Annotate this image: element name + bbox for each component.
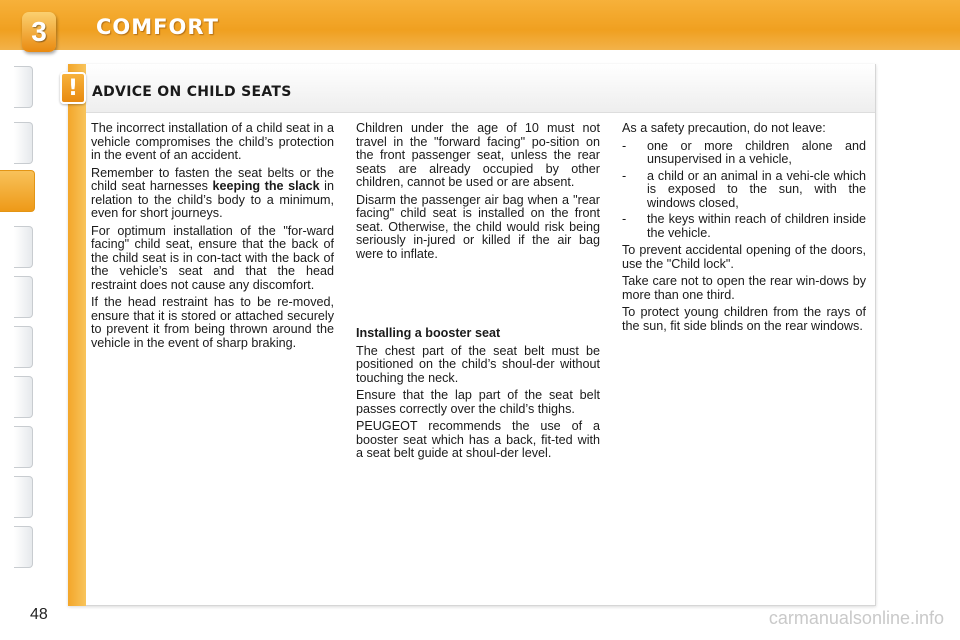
thumb-tab-6[interactable] [14, 326, 33, 368]
bullet-marker: - [622, 212, 627, 226]
thumb-tab-7[interactable] [14, 376, 33, 418]
paragraph: PEUGEOT recommends the use of a booster seat which has a back, fit-ted with a seat belt guide at shoul-der level. [356, 419, 600, 460]
thumb-index-tabs [14, 66, 34, 576]
list-item-text: one or more children alone and unsupervised in a vehicle, [647, 138, 866, 166]
booster-seat-heading: Installing a booster seat [356, 326, 501, 340]
paragraph: The incorrect installation of a child seat in a vehicle compromises the child’s protection in the event of an accident. [91, 121, 334, 162]
paragraph: As a safety precaution, do not leave: [622, 121, 826, 135]
list-item [622, 213, 866, 240]
thumb-tab-4[interactable] [14, 226, 33, 268]
list-item-text: the keys within reach of children inside the vehicle. [647, 212, 866, 240]
text-run: in relation to the child’s body to a minimum, even for short journeys. [91, 179, 334, 220]
paragraph: Take care not to open the rear win-dows by more than one third. [622, 274, 866, 302]
chapter-number-badge [22, 12, 56, 52]
chapter-number: 3 [31, 16, 47, 47]
paragraph: Children under the age of 10 must not travel in the "forward facing" po-sition on the front passenger seat, unless the rear seats are already occupied by other children, cannot be used or are absent. [356, 121, 600, 189]
thumb-tab-5[interactable] [14, 276, 33, 318]
paragraph: To prevent accidental opening of the doors, use the "Child lock". [622, 243, 866, 271]
thumb-tab-9[interactable] [14, 476, 33, 518]
bullet-list [622, 140, 866, 241]
thumb-tab-2[interactable] [14, 122, 33, 164]
bold-text: keeping the slack [212, 179, 320, 193]
watermark-text: carmanualsonline.info [768, 608, 944, 628]
paragraph: Ensure that the lap part of the seat belt passes correctly over the child’s thighs. [356, 388, 600, 416]
bullet-marker: - [622, 138, 627, 153]
paragraph: The chest part of the seat belt must be positioned on the child’s shoul-der without touching the neck. [356, 343, 600, 385]
paragraph: To protect young children from the rays of the sun, fit side blinds on the rear windows. [622, 305, 866, 333]
thumb-tab-1[interactable] [14, 66, 33, 108]
bullet-marker: - [622, 168, 627, 183]
text-column-3 [622, 122, 866, 337]
thumb-tab-3-active[interactable] [0, 170, 35, 212]
warning-icon [60, 72, 86, 104]
warning-symbol: ! [67, 75, 79, 101]
text-column-2 [356, 122, 600, 465]
list-item-text: a child or an animal in a vehi-cle which is exposed to the sun, with the windows closed, [647, 168, 866, 210]
paragraph: Disarm the passenger air bag when a "rear facing" child seat is installed on the front seat. Otherwise, the child would risk being seriously in-jured or killed if the air bag were to inflate. [356, 192, 600, 261]
text-run: Remember to fasten the seat belts or the child seat harnesses [91, 165, 334, 193]
paragraph: If the head restraint has to be re-moved, ensure that it is stored or attached securely to prevent it from being thrown around the vehicle in the event of sharp braking. [91, 295, 334, 350]
list-item [622, 140, 866, 167]
paragraph: For optimum installation of the "for-ward facing" child seat, ensure that the back of the child seat is in con-tact with the back of the vehicle’s seat and that the head restraint does not cause any discomfort. [91, 223, 334, 292]
panel-accent-bar [68, 64, 86, 606]
page-number: 48 [30, 606, 48, 623]
section-title: ADVICE ON CHILD SEATS [92, 84, 292, 100]
list-item [622, 170, 866, 211]
chapter-title: COMFORT [96, 15, 219, 39]
thumb-tab-10[interactable] [14, 526, 33, 568]
paragraph [91, 167, 334, 221]
thumb-tab-8[interactable] [14, 426, 33, 468]
text-column-1 [91, 122, 334, 354]
